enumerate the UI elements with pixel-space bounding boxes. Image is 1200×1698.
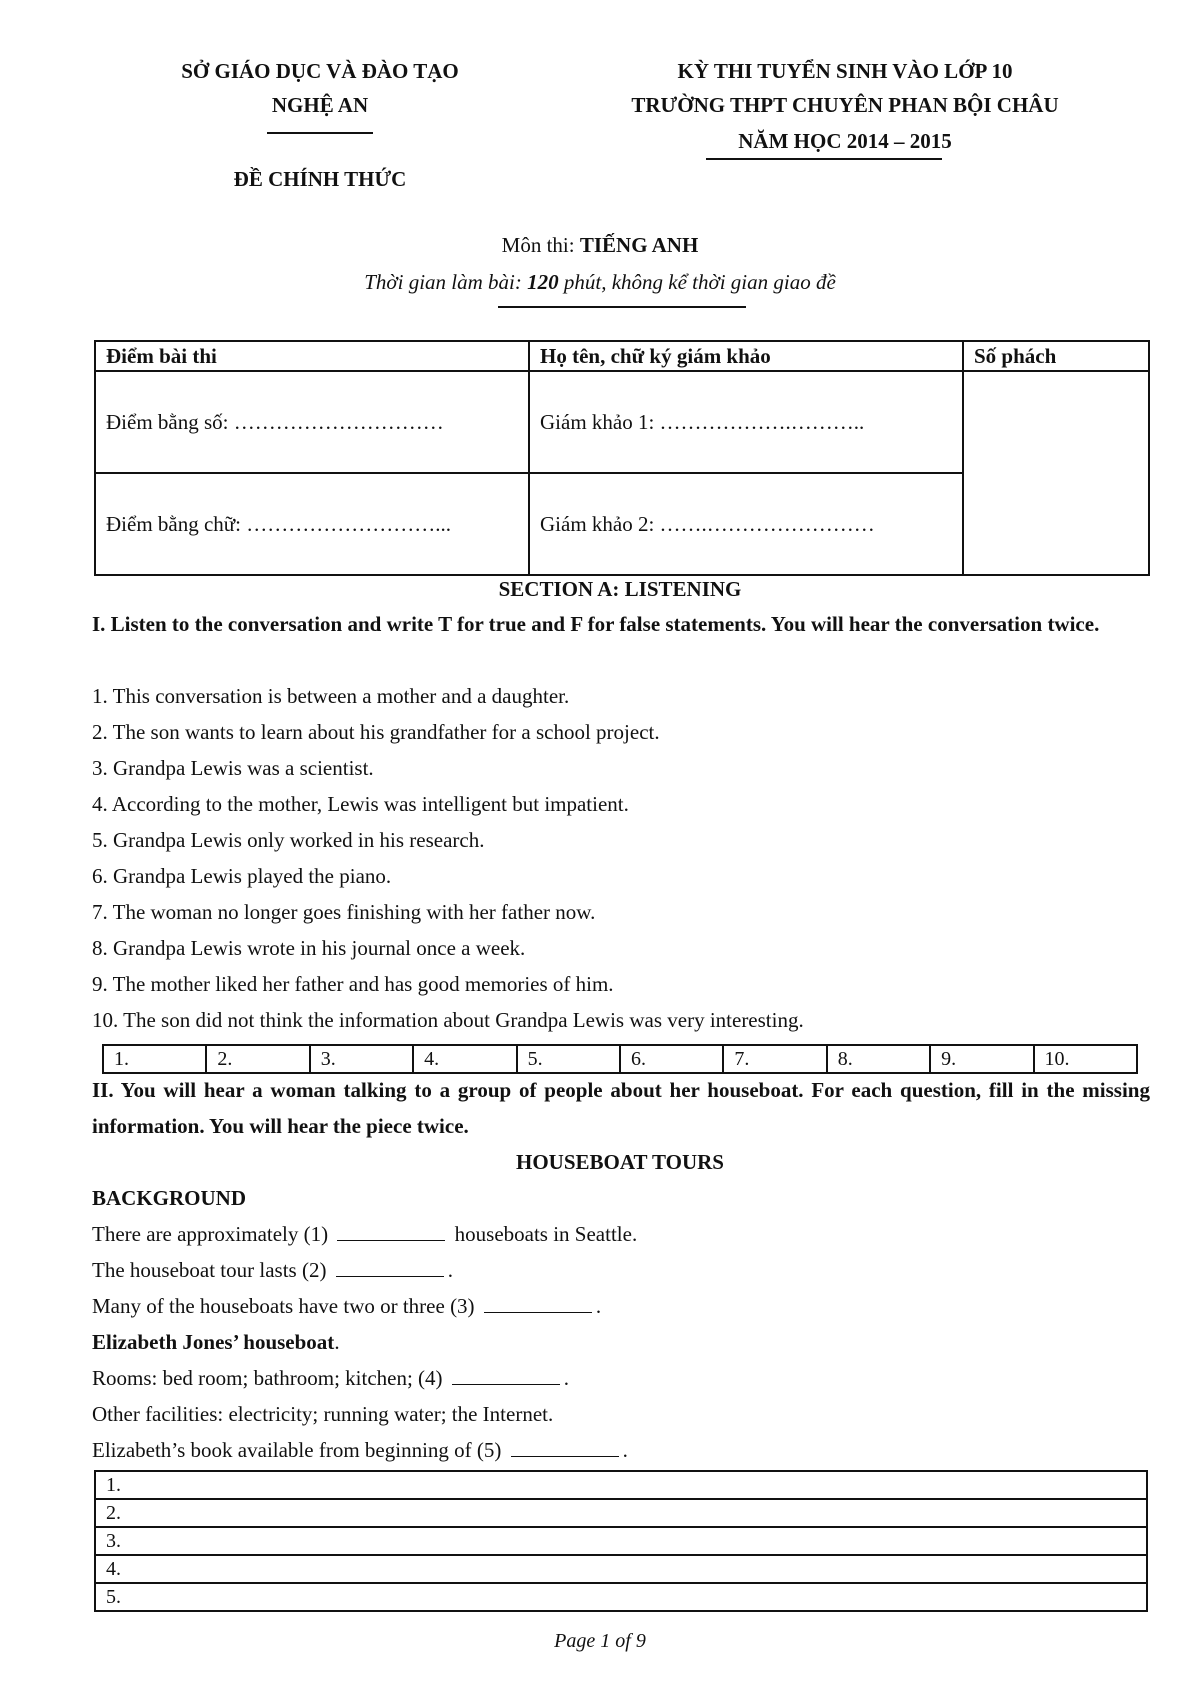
- subject-rule: [498, 306, 746, 308]
- examiner-1-field[interactable]: Giám khảo 1: ……………….………..: [529, 371, 963, 473]
- time-minutes: 120: [527, 270, 559, 294]
- tf-answer-cell[interactable]: 4.: [413, 1045, 516, 1073]
- score-table: [94, 340, 1150, 576]
- question-1: [92, 1216, 1150, 1252]
- question-2: [92, 1252, 1150, 1288]
- tf-answer-cell[interactable]: 10.: [1034, 1045, 1137, 1073]
- tf-answer-cell[interactable]: 1.: [103, 1045, 206, 1073]
- background-title: BACKGROUND: [92, 1186, 247, 1210]
- question-text: .: [447, 1258, 453, 1282]
- answer-blank[interactable]: [452, 1364, 560, 1385]
- tf-answer-cell[interactable]: 6.: [620, 1045, 723, 1073]
- subject-value: TIẾNG ANH: [579, 233, 699, 257]
- department-name: SỞ GIÁO DỤC VÀ ĐÀO TẠO: [181, 59, 459, 83]
- question-text: Many of the houseboats have two or three (3): [92, 1294, 480, 1318]
- question-text: There are approximately (1): [92, 1222, 334, 1246]
- section-title: SECTION A: LISTENING: [498, 577, 742, 601]
- examiner-2-field[interactable]: Giám khảo 2: …….……………………: [529, 473, 963, 575]
- tf-answer-cell[interactable]: 9.: [930, 1045, 1033, 1073]
- question-text: .: [595, 1294, 602, 1318]
- statement: 7. The woman no longer goes finishing with her father now.: [92, 900, 596, 924]
- question-text: Elizabeth’s book available from beginning of (5): [92, 1438, 507, 1462]
- part1-instruction: I. Listen to the conversation and write T for true and F for false statements. You will hear the conversation twice.: [92, 612, 1100, 636]
- page-number: Page 1 of 9: [554, 1630, 646, 1652]
- houseboat-questions: [92, 1180, 1150, 1468]
- question-text: houseboats in Seattle.: [449, 1222, 638, 1246]
- statement: 1. This conversation is between a mother and a daughter.: [92, 684, 570, 708]
- question-text: .: [622, 1438, 628, 1462]
- facilities-line: Other facilities: electricity; running water; the Internet.: [92, 1402, 554, 1426]
- house-title-end: .: [334, 1330, 340, 1354]
- fill-answer-row[interactable]: 5.: [95, 1583, 1147, 1611]
- answer-blank[interactable]: [511, 1436, 619, 1457]
- statement: 6. Grandpa Lewis played the piano.: [92, 864, 392, 888]
- official-label: ĐỀ CHÍNH THỨC: [233, 167, 407, 191]
- tf-answer-cell[interactable]: 8.: [827, 1045, 930, 1073]
- tf-answer-cell[interactable]: 7.: [723, 1045, 826, 1073]
- score-header: Điểm bài thi: [95, 341, 529, 371]
- statement: 9. The mother liked her father and has good memories of him.: [92, 972, 614, 996]
- statement: 4. According to the mother, Lewis was intelligent but impatient.: [92, 792, 629, 816]
- fill-answer-row[interactable]: 1.: [95, 1471, 1147, 1499]
- statement: 2. The son wants to learn about his grandfather for a school project.: [92, 720, 660, 744]
- question-text: The houseboat tour lasts (2): [92, 1258, 332, 1282]
- fill-answer-table: [94, 1470, 1148, 1612]
- statement: 8. Grandpa Lewis wrote in his journal once a week.: [92, 936, 526, 960]
- answer-blank[interactable]: [337, 1220, 445, 1241]
- question-3: [92, 1288, 1150, 1324]
- school-name: TRƯỜNG THPT CHUYÊN PHAN BỘI CHÂU: [631, 93, 1059, 117]
- province-name: NGHỆ AN: [271, 93, 369, 117]
- part2-instruction: II. You will hear a woman talking to a group of people about her houseboat. For each question, fill in the missing information. You will hear the piece twice.: [92, 1078, 1150, 1138]
- tf-answer-cell[interactable]: 3.: [310, 1045, 413, 1073]
- tf-answer-cell[interactable]: 5.: [517, 1045, 620, 1073]
- answer-blank[interactable]: [484, 1292, 592, 1313]
- score-number-field[interactable]: Điểm bằng số: …………………………: [95, 371, 529, 473]
- time-line: [250, 265, 950, 299]
- fill-answer-row[interactable]: 3.: [95, 1527, 1147, 1555]
- exam-title: KỲ THI TUYỂN SINH VÀO LỚP 10: [677, 59, 1013, 83]
- time-note: phút, không kể thời gian giao đề: [558, 270, 836, 294]
- house-title: Elizabeth Jones’ houseboat: [92, 1330, 335, 1354]
- subject-label: Môn thi:: [501, 233, 580, 257]
- serial-header: Số phách: [963, 341, 1149, 371]
- statements-list: [92, 678, 1150, 1038]
- school-year: NĂM HỌC 2014 – 2015: [738, 129, 952, 153]
- score-words-field[interactable]: Điểm bằng chữ: ………………………...: [95, 473, 529, 575]
- question-4: [92, 1360, 1150, 1396]
- right-header-rule: [706, 158, 942, 160]
- time-label: Thời gian làm bài:: [364, 270, 528, 294]
- left-header-rule: [267, 132, 373, 134]
- houseboat-tours-title: HOUSEBOAT TOURS: [516, 1150, 724, 1174]
- fill-answer-row[interactable]: 2.: [95, 1499, 1147, 1527]
- question-text: Rooms: bed room; bathroom; kitchen; (4): [92, 1366, 448, 1390]
- question-5: [92, 1432, 1150, 1468]
- serial-number-cell[interactable]: [963, 371, 1149, 575]
- statement: 5. Grandpa Lewis only worked in his research.: [92, 828, 485, 852]
- tf-answer-cell[interactable]: 2.: [206, 1045, 309, 1073]
- tf-answer-table: [102, 1044, 1138, 1074]
- house-title-line: [92, 1324, 1150, 1360]
- statement: 3. Grandpa Lewis was a scientist.: [92, 756, 374, 780]
- statement: 10. The son did not think the information about Grandpa Lewis was very interesting.: [92, 1008, 804, 1032]
- question-text: .: [563, 1366, 570, 1390]
- fill-answer-row[interactable]: 4.: [95, 1555, 1147, 1583]
- subject-line: [300, 228, 900, 262]
- examiner-header: Họ tên, chữ ký giám khảo: [529, 341, 963, 371]
- answer-blank[interactable]: [336, 1256, 444, 1277]
